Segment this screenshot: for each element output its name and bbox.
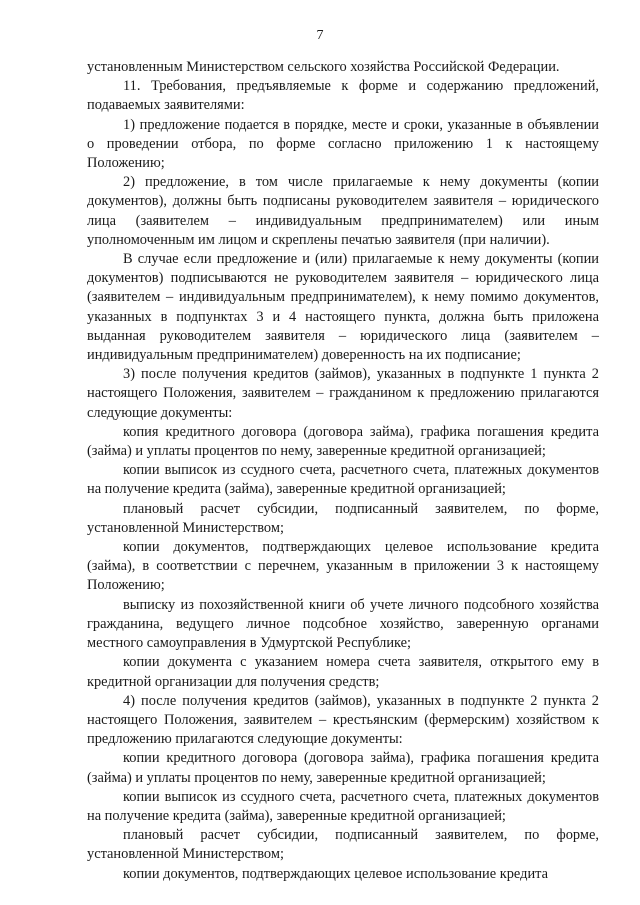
- paragraph-doc-3: плановый расчет субсидии, подписанный заявителем, по форме, установленной Министерством;: [87, 500, 599, 536]
- paragraph-doc-4: копии документов, подтверждающих целевое использование кредита (займа), в соответствии с перечнем, указанным в приложении 3 к настоящему Положению;: [87, 539, 599, 594]
- paragraph-doc-6: копии документа с указанием номера счета заявителя, открытого ему в кредитной организации для получения средств;: [87, 654, 599, 690]
- paragraph-doc-8: копии выписок из ссудного счета, расчетного счета, платежных документов на получение кредита (займа), заверенные кредитной организацией;: [87, 788, 599, 824]
- paragraph-doc-7: копии кредитного договора (договора займа), графика погашения кредита (займа) и уплаты процентов по нему, заверенные кредитной организацией;: [87, 750, 599, 786]
- paragraph-item-11: 11. Требования, предъявляемые к форме и содержанию предложений, подаваемых заявителями:: [87, 78, 599, 114]
- paragraph-doc-10: копии документов, подтверждающих целевое использование кредита: [123, 865, 548, 882]
- page-number: 7: [316, 28, 324, 43]
- paragraph-sub-1: 1) предложение подается в порядке, месте и сроки, указанные в объявлении о проведении отбора, по форме согласно приложению 1 к настоящему Положению;: [87, 116, 599, 172]
- paragraph-proxy: В случае если предложение и (или) прилагаемые к нему документы (копии документов) подписываются не руководителем заявителя – юридического лица (заявителем – индивидуальным предпринимателем), к нему помимо документов, указанных в подпунктах 3 и 4 настоящего пункта, должна быть приложена выданная руководителем заявителя – юридического лица (заявителем – индивидуальным предпринимателем) доверенность на их подписание;: [87, 251, 599, 364]
- paragraph-sub-3: 3) после получения кредитов (займов), указанных в подпункте 1 пункта 2 настоящего Положения, заявителем – гражданином к предложению прилагаются следующие документы:: [87, 366, 599, 421]
- paragraph-doc-1: копия кредитного договора (договора займа), графика погашения кредита (займа) и уплаты процентов по нему, заверенные кредитной организацией;: [87, 423, 599, 460]
- paragraph-sub-2: 2) предложение, в том числе прилагаемые к нему документы (копии документов), должны быть подписаны руководителем заявителя – юридического лица (заявителем – индивидуальным предпринимателем) или иным уполномоченным им лицом и скреплены печатью заявителя (при наличии).: [87, 174, 599, 248]
- paragraph-doc-5: выписку из похозяйственной книги об учете личного подсобного хозяйства гражданина, ведущего личное подсобное хозяйство, заверенную органами местного самоуправления в Удмуртской Республике;: [87, 596, 599, 652]
- body-text: [87, 58, 599, 884]
- paragraph-continuation: установленным Министерством сельского хозяйства Российской Федерации.: [87, 59, 560, 75]
- paragraph-doc-2: копии выписок из ссудного счета, расчетного счета, платежных документов на получение кредита (займа), заверенные кредитной организацией;: [87, 462, 599, 498]
- paragraph-doc-9: плановый расчет субсидии, подписанный заявителем, по форме, установленной Министерством;: [87, 827, 599, 863]
- paragraph-sub-4: 4) после получения кредитов (займов), указанных в подпункте 2 пункта 2 настоящего Положения, заявителем – крестьянским (фермерским) хозяйством к предложению прилагаются следующие документы:: [87, 692, 599, 748]
